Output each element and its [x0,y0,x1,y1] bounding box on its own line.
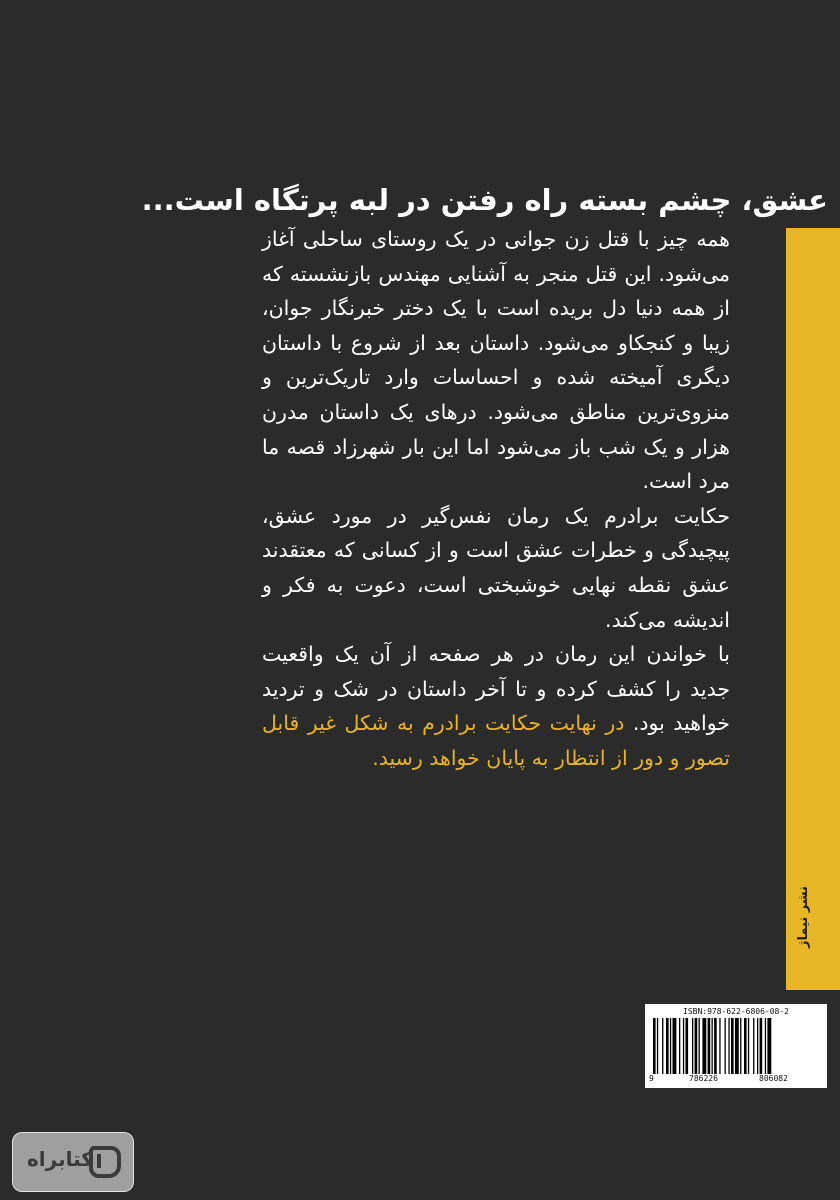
publisher-logo: نشر نیماژ [796,886,811,948]
paragraph-2-text: حکایت برادرم یک رمان نفس‌گیر در مورد عشق، پیچیدگی و خطرات عشق است و از کسانی که معتقدند عشق نقطه نهایی خوشبختی است، دعوت به فکر و اندیشه می‌کند. [262,503,730,632]
highlighted-sentence: در نهایت حکایت برادرم به شکل غیر قابل تصور و دور از انتظار به پایان خواهد رسید. [262,711,730,770]
blurb-paragraph-3 [262,637,730,775]
blurb-text [262,222,730,776]
blurb-paragraph-2 [262,499,730,637]
ketabrah-logo-icon [85,1142,123,1180]
barcode-digits-group-1: 786226 [689,1074,718,1083]
paragraph-1-text: همه چیز با قتل زن جوانی در یک روستای ساحلی آغاز می‌شود. این قتل منجر به آشنایی مهندس بازنشسته که از همه دنیا دل بریده است با یک دختر خبرنگار جوان، زیبا و کنجکاو می‌شود. داستان بعد از شروع با داستان دیگری آمیخته شده و احساسات وارد تاریک‌ترین و منزوی‌ترین مناطق می‌شود. درهای یک داستان مدرن هزار و یک شب باز می‌شود اما این بار شهرزاد قصه ما مرد است. [262,227,730,494]
blurb-paragraph-1 [262,222,730,499]
watermark-text: کتابراه [27,1147,93,1171]
barcode-bars [651,1018,821,1074]
headline: عشق، چشم بسته راه رفتن در لبه پرتگاه است... [141,183,828,217]
barcode-digit-left: 9 [649,1074,654,1083]
ketabrah-watermark [12,1132,134,1192]
barcode [645,1004,827,1088]
paragraph-3-text: با خواندن این رمان در هر صفحه از آن یک واقعیت جدید را کشف کرده و تا آخر داستان در شک و تردید خواهید بود. [262,642,730,736]
isbn-label: ISBN:978-622-6806-08-2 [683,1007,789,1016]
barcode-digits-group-2: 806082 [759,1074,788,1083]
